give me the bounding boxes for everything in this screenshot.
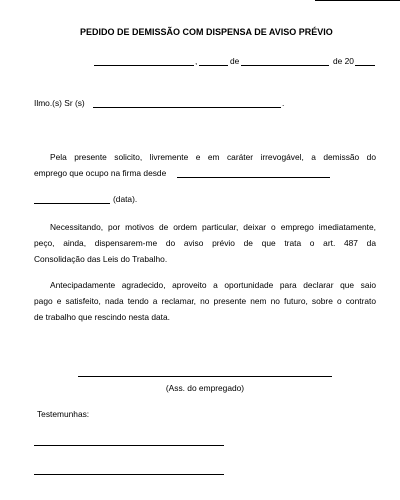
firm-name-blank[interactable] bbox=[177, 177, 330, 178]
body-paragraph-2-line-1: Necessitando, por motivos de ordem particular, deixar o emprego imediatamente, bbox=[50, 222, 376, 232]
date-day-blank[interactable] bbox=[199, 65, 228, 66]
body-paragraph-3-line-3: de trabalho que rescindo nesta data. bbox=[34, 312, 170, 322]
date-comma: , bbox=[195, 56, 198, 66]
body-paragraph-1-line-1: Pela presente solicito, livremente e em caráter irrevogável, a demissão do bbox=[50, 152, 376, 162]
body-paragraph-2-line-3: Consolidação das Leis do Trabalho. bbox=[34, 254, 168, 264]
recipient-name-blank[interactable] bbox=[93, 107, 281, 108]
body-paragraph-1-line-2: emprego que ocupo na firma desde bbox=[34, 168, 167, 178]
body-paragraph-3-line-2: pago e satisfeito, nada tendo a reclamar, no presente nem no futuro, sobre o contrato bbox=[34, 296, 376, 306]
date-year-label: de 20 bbox=[333, 56, 354, 66]
witness-1-signature-line[interactable] bbox=[34, 445, 224, 446]
salutation-period: . bbox=[282, 98, 285, 108]
date-de-label: de bbox=[230, 56, 240, 66]
witness-2-signature-line[interactable] bbox=[34, 474, 224, 475]
date-month-blank[interactable] bbox=[241, 65, 329, 66]
date-year-blank[interactable] bbox=[355, 65, 375, 66]
witnesses-label: Testemunhas: bbox=[37, 409, 90, 419]
body-paragraph-3-line-1: Antecipadamente agradecido, aproveito a oportunidade para declarar que saio bbox=[50, 280, 376, 290]
employee-signature-line[interactable] bbox=[78, 376, 332, 377]
date-caption: (data). bbox=[113, 194, 138, 204]
body-paragraph-2-line-2: peço, ainda, dispensarem-me do aviso prévio de que trata o art. 487 da bbox=[34, 238, 376, 248]
salutation-label: Ilmo.(s) Sr (s) bbox=[34, 98, 85, 108]
start-date-blank[interactable] bbox=[34, 203, 110, 204]
top-right-rule bbox=[315, 0, 400, 1]
document-title: PEDIDO DE DEMISSÃO COM DISPENSA DE AVISO PRÉVIO bbox=[80, 27, 333, 37]
employee-signature-caption: (Ass. do empregado) bbox=[165, 383, 245, 393]
date-city-blank[interactable] bbox=[94, 65, 194, 66]
